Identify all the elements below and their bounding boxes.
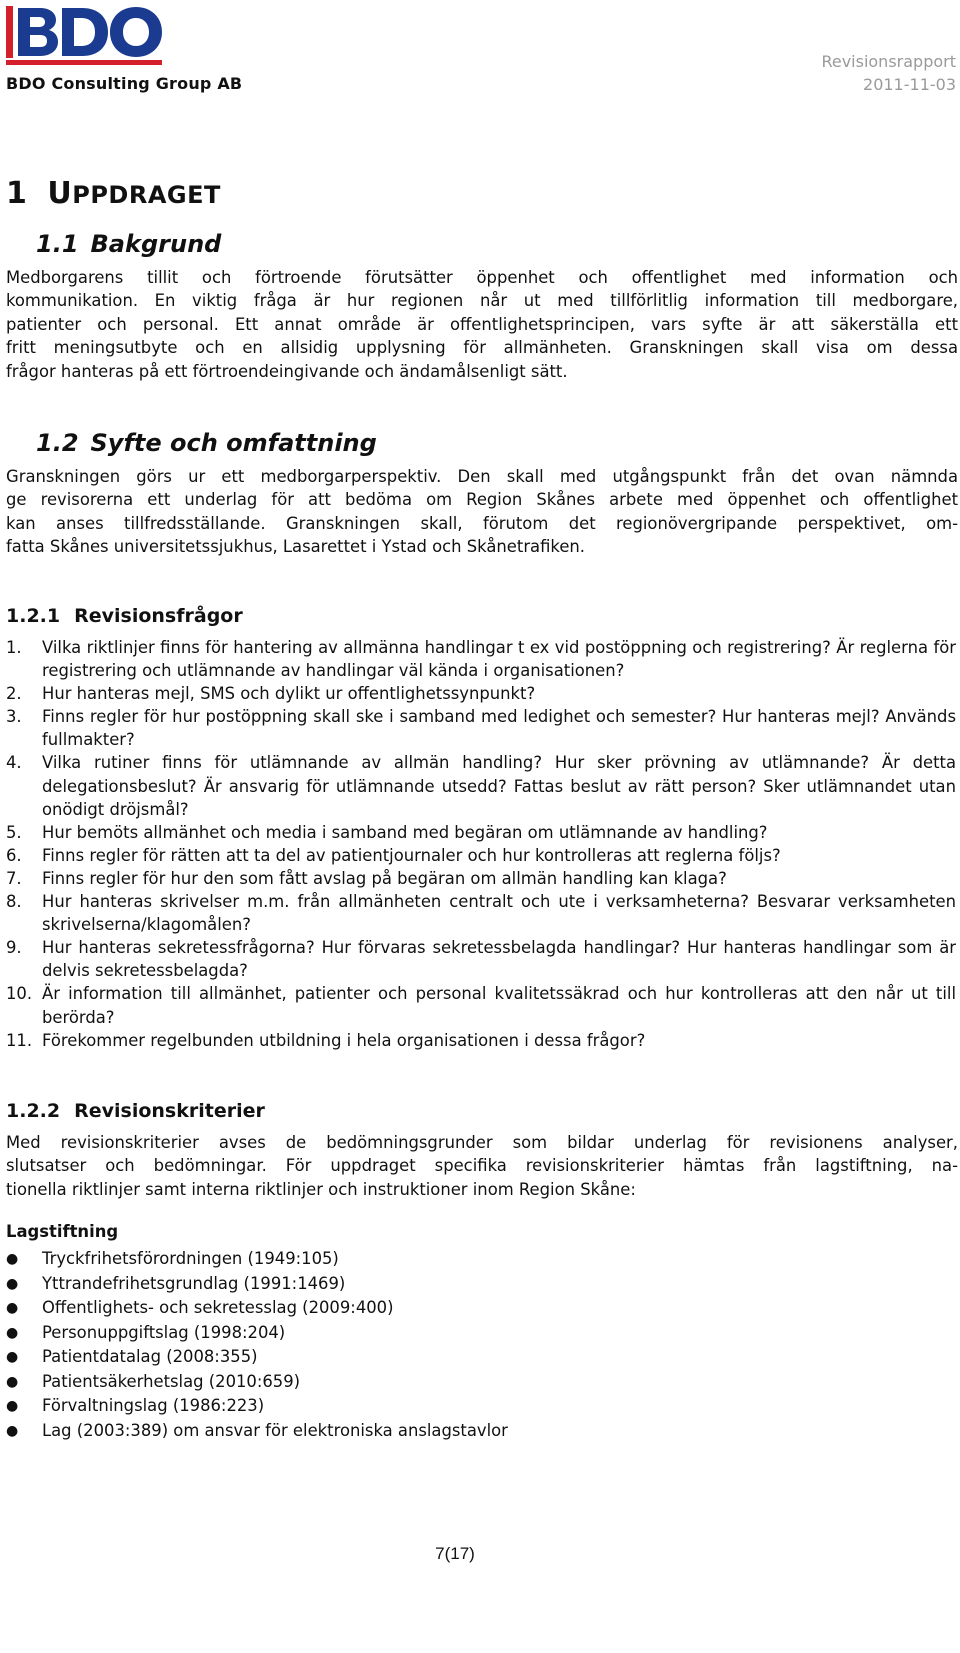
question-text: Finns regler för rätten att ta del av patientjournaler och hur kontrolleras att reglerna följs? bbox=[42, 845, 781, 865]
question-list bbox=[6, 636, 956, 1052]
subsection-heading-1-2 bbox=[36, 429, 377, 457]
text-line: Granskningen görs ur ett medborgarperspektiv. Den skall med utgångspunkt från det ovan nämnda bbox=[6, 467, 958, 486]
question-number: 4. bbox=[6, 753, 22, 773]
question-item bbox=[6, 751, 956, 820]
text-line: fatta Skånes universitetssjukhus, Lasarettet i Ystad och Skånetrafiken. bbox=[6, 537, 586, 557]
law-text: Förvaltningslag (1986:223) bbox=[42, 1396, 265, 1415]
subsubsection-title: Revisionskriterier bbox=[74, 1100, 265, 1122]
question-item bbox=[6, 844, 956, 867]
question-item bbox=[6, 936, 956, 982]
bullet-icon: ● bbox=[6, 1349, 19, 1365]
law-text: Patientsäkerhetslag (2010:659) bbox=[42, 1371, 301, 1391]
question-text: Finns regler för hur den som fått avslag på begäran om allmän handling kan klaga? bbox=[42, 868, 727, 888]
question-number: 3. bbox=[6, 707, 22, 727]
law-item bbox=[6, 1370, 508, 1395]
question-item bbox=[6, 890, 956, 936]
question-item bbox=[6, 821, 956, 844]
report-type: Revisionsrapport bbox=[821, 52, 956, 71]
paragraph-revisionskriterier bbox=[6, 1131, 958, 1201]
question-number: 7. bbox=[6, 868, 22, 888]
text-line: slutsatser och bedömningar. För uppdraget specifika revisionskriterier hämtas från lagstiftning, na- bbox=[6, 1156, 958, 1176]
subsubsection-heading-1-2-1 bbox=[6, 605, 243, 627]
law-item bbox=[6, 1345, 508, 1370]
question-number: 9. bbox=[6, 938, 22, 958]
law-item bbox=[6, 1296, 508, 1321]
question-number: 1. bbox=[6, 638, 22, 657]
section-title-initial: U bbox=[47, 176, 73, 211]
paragraph-syfte bbox=[6, 465, 958, 559]
question-text: Hur hanteras sekretessfrågorna? Hur förvaras sekretessbelagda handlingar? Hur hanteras handlingar som är delvis sekretessbelagda? bbox=[42, 938, 956, 981]
law-item bbox=[6, 1321, 508, 1346]
bullet-icon: ● bbox=[6, 1373, 19, 1390]
text-line: kan anses tillfredsställande. Granskningen skall, förutom det regionövergripande perspektivet, om- bbox=[6, 513, 958, 533]
text-line: Med revisionskriterier avses de bedömningsgrunder som bildar underlag för revisionens analyser, bbox=[6, 1133, 958, 1152]
text-line: ge revisorerna ett underlag för att bedöma om Region Skånes arbete med öppenhet och offentlighet bbox=[6, 490, 958, 510]
question-text: Vilka rutiner finns för utlämnande av allmän handling? Hur sker prövning av utlämnande? Är detta delegationsbeslut? Är ansvarig för utlämnande utsedd? Fattas beslut av rätt person? Sker utlämnandet utan onödigt dröjsmål? bbox=[42, 753, 956, 819]
bullet-icon: ● bbox=[6, 1422, 19, 1439]
question-text: Förekommer regelbunden utbildning i hela organisationen i dessa frågor? bbox=[42, 1030, 646, 1050]
question-number: 8. bbox=[6, 892, 22, 912]
law-text: Personuppgiftslag (1998:204) bbox=[42, 1322, 286, 1342]
subsection-title: Bakgrund bbox=[90, 230, 222, 258]
report-meta bbox=[821, 50, 956, 96]
question-item bbox=[6, 682, 956, 705]
subsubsection-heading-1-2-2 bbox=[6, 1100, 265, 1122]
law-list bbox=[6, 1247, 508, 1443]
law-text: Offentlighets- och sekretesslag (2009:400) bbox=[42, 1298, 394, 1317]
bullet-icon: ● bbox=[6, 1275, 19, 1292]
bullet-icon: ● bbox=[6, 1251, 19, 1267]
company-name: BDO Consulting Group AB bbox=[6, 74, 243, 93]
question-text: Finns regler för hur postöppning skall ske i samband med ledighet och semester? Hur hanteras mejl? Används fullmakter? bbox=[42, 707, 956, 750]
law-item bbox=[6, 1419, 508, 1444]
law-text: Lag (2003:389) om ansvar för elektroniska anslagstavlor bbox=[42, 1420, 508, 1440]
text-line: fritt meningsutbyte och en allsidig upplysning för allmänheten. Granskningen skall visa om dessa bbox=[6, 338, 958, 358]
subsubsection-title: Revisionsfrågor bbox=[74, 605, 243, 627]
subsection-number: 1.1 bbox=[36, 230, 79, 258]
bullet-icon: ● bbox=[6, 1398, 19, 1414]
question-text: Vilka riktlinjer finns för hantering av allmänna handlingar t ex vid postöppning och registrering? Är reglerna för registrering och utlämnande av handlingar väl kända i organisationen? bbox=[42, 638, 956, 681]
question-number: 5. bbox=[6, 822, 22, 842]
bullet-icon: ● bbox=[6, 1324, 19, 1341]
subsection-heading-1-1 bbox=[36, 230, 221, 258]
bullet-icon: ● bbox=[6, 1300, 19, 1316]
bdo-logo bbox=[6, 4, 164, 66]
section-title-rest: PPDRAGET bbox=[72, 181, 221, 209]
subsection-number: 1.2 bbox=[36, 429, 79, 457]
question-number: 2. bbox=[6, 684, 22, 704]
law-text: Patientdatalag (2008:355) bbox=[42, 1347, 258, 1366]
question-text: Hur hanteras mejl, SMS och dylikt ur offentlighetssynpunkt? bbox=[42, 684, 536, 704]
law-item bbox=[6, 1272, 508, 1297]
law-item bbox=[6, 1247, 508, 1272]
question-item bbox=[6, 636, 956, 682]
text-line: patienter och personal. Ett annat område är offentlighetsprincipen, vars syfte är att säkerställa ett bbox=[6, 314, 958, 334]
question-number: 11. bbox=[6, 1030, 33, 1050]
question-item bbox=[6, 867, 956, 890]
page-number: 7(17) bbox=[435, 1544, 475, 1563]
question-item bbox=[6, 1029, 956, 1052]
question-text: Hur bemöts allmänhet och media i samband med begäran om utlämnande av handling? bbox=[42, 822, 768, 842]
section-heading-1 bbox=[6, 176, 221, 211]
subsubsection-number: 1.2.1 bbox=[6, 605, 61, 627]
law-heading: Lagstiftning bbox=[6, 1222, 119, 1241]
section-number: 1 bbox=[6, 176, 28, 211]
subsection-title: Syfte och omfattning bbox=[90, 429, 377, 457]
paragraph-bakgrund bbox=[6, 266, 958, 383]
law-item bbox=[6, 1394, 508, 1419]
law-text: Yttrandefrihetsgrundlag (1991:1469) bbox=[42, 1273, 346, 1293]
subsubsection-number: 1.2.2 bbox=[6, 1100, 61, 1122]
text-line: tionella riktlinjer samt interna riktlinjer och instruktioner inom Region Skåne: bbox=[6, 1179, 636, 1199]
text-line: Medborgarens tillit och förtroende förutsätter öppenhet och offentlighet med information och bbox=[6, 268, 958, 287]
report-date: 2011-11-03 bbox=[863, 75, 956, 94]
text-line: frågor hanteras på ett förtroendeingivande och ändamålsenligt sätt. bbox=[6, 361, 568, 381]
question-item bbox=[6, 705, 956, 751]
question-item bbox=[6, 982, 956, 1028]
question-number: 6. bbox=[6, 845, 22, 865]
text-line: kommunikation. En viktig fråga är hur regionen når ut med tillförlitlig information till medborgare, bbox=[6, 291, 958, 311]
question-text: Är information till allmänhet, patienter och personal kvalitetssäkrad och hur kontrolleras att den når ut till berörda? bbox=[42, 984, 956, 1027]
question-number: 10. bbox=[6, 984, 33, 1004]
law-text: Tryckfrihetsförordningen (1949:105) bbox=[42, 1249, 339, 1268]
question-text: Hur hanteras skrivelser m.m. från allmänheten centralt och ute i verksamheterna? Besvarar verksamheten skrivelserna/klagomålen? bbox=[42, 892, 956, 935]
